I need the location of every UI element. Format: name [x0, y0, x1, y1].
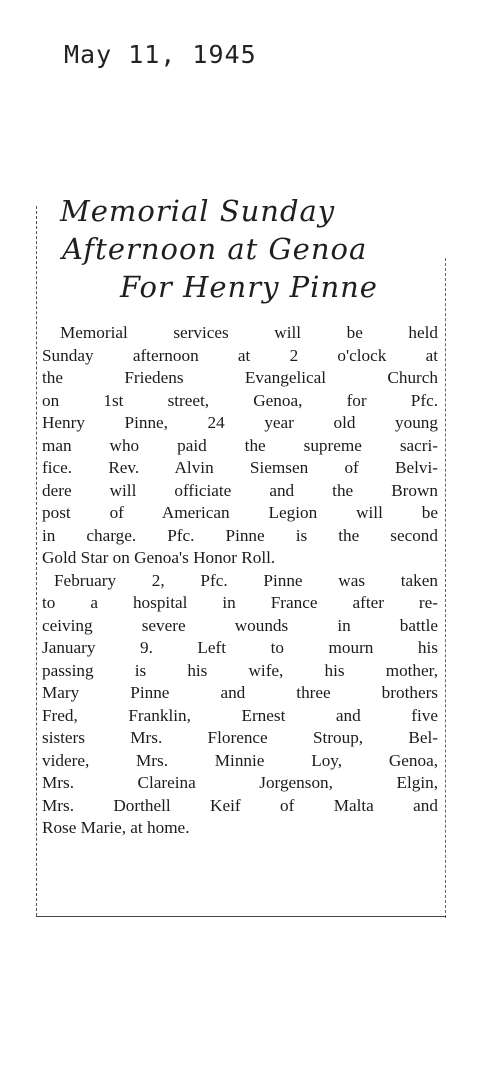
clipping-bottom-rule [36, 916, 446, 917]
headline-line-1: Memorial Sunday [60, 194, 336, 228]
clipping-left-border [36, 206, 37, 916]
text-line: January 9. Left to mourn his [42, 638, 438, 657]
text-line: Henry Pinne, 24 year old young [42, 413, 438, 432]
text-line: Memorial services will be held [60, 323, 438, 342]
article-paragraph-1 [42, 322, 438, 570]
text-line: Gold Star on Genoa's Honor Roll. [42, 548, 276, 567]
text-line: Mrs. Dorthell Keif of Malta and [42, 795, 438, 815]
date-stamp: May 11, 1945 [64, 40, 257, 69]
text-line: February 2, Pfc. Pinne was taken [54, 570, 438, 590]
newspaper-clipping [36, 188, 446, 923]
headline-line-2: Afternoon at Genoa [62, 232, 368, 266]
text-line: to a hospital in France after re- [42, 593, 438, 612]
text-line: Sunday afternoon at 2 o'clock at [42, 345, 438, 365]
text-line: Mary Pinne and three brothers [42, 683, 438, 702]
text-line: sisters Mrs. Florence Stroup, Bel- [42, 728, 438, 747]
text-line: dere will officiate and the Brown [42, 480, 438, 500]
article-headline [50, 192, 440, 306]
clipping-right-border [445, 258, 446, 918]
text-line: man who paid the supreme sacri- [42, 435, 438, 455]
text-line: fice. Rev. Alvin Siemsen of Belvi- [42, 458, 438, 477]
text-line: post of American Legion will be [42, 503, 438, 522]
headline-line-3: For Henry Pinne [120, 270, 378, 304]
text-line: videre, Mrs. Minnie Loy, Genoa, [42, 750, 438, 770]
text-line: on 1st street, Genoa, for Pfc. [42, 390, 438, 410]
text-line: passing is his wife, his mother, [42, 660, 438, 680]
article-body [42, 322, 438, 840]
text-line: Fred, Franklin, Ernest and five [42, 705, 438, 725]
text-line: in charge. Pfc. Pinne is the second [42, 525, 438, 545]
text-line: Rose Marie, at home. [42, 818, 190, 837]
text-line: the Friedens Evangelical Church [42, 368, 438, 387]
text-line: Mrs. Clareina Jorgenson, Elgin, [42, 773, 438, 792]
article-paragraph-2 [42, 570, 438, 840]
text-line: ceiving severe wounds in battle [42, 615, 438, 635]
